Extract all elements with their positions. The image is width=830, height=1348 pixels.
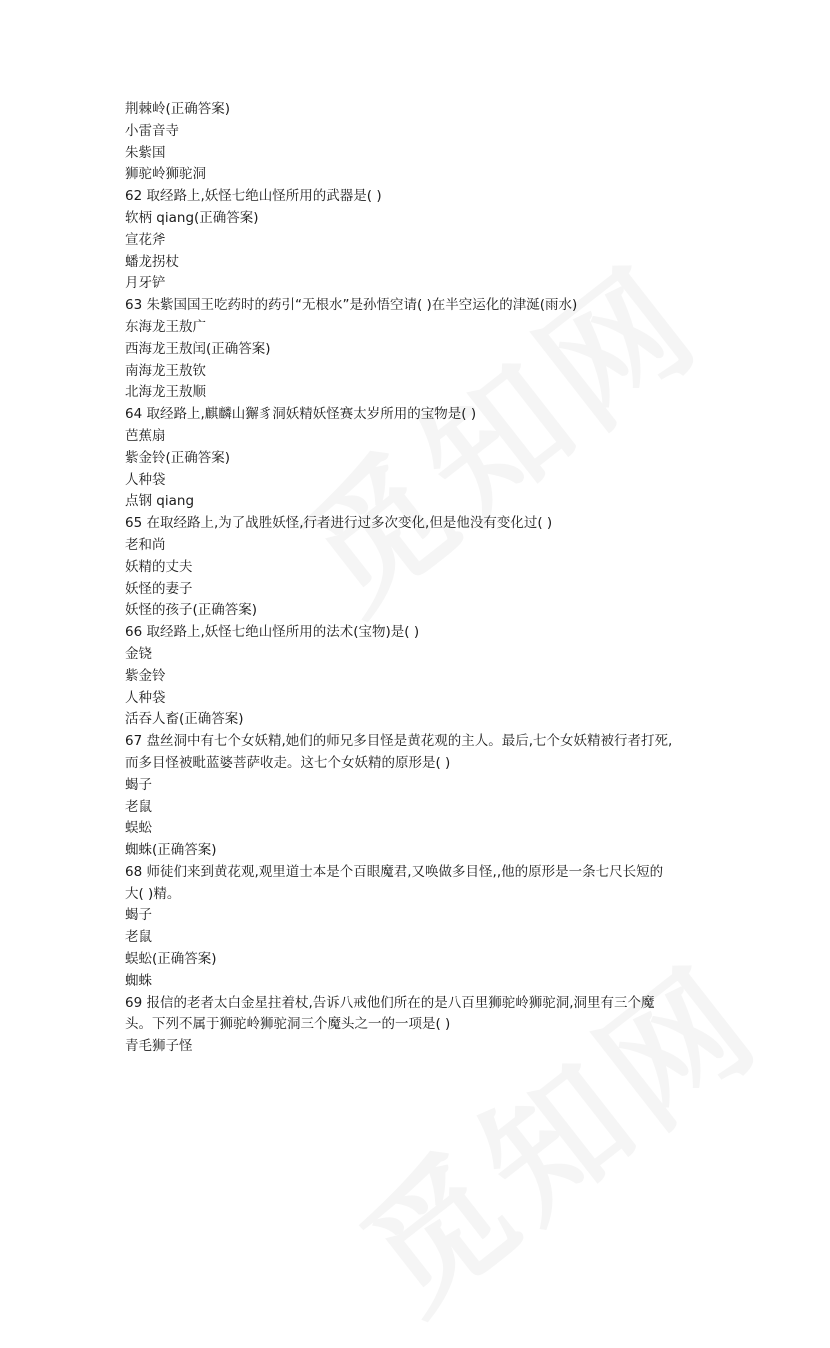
text-line: 老鼠 — [125, 929, 152, 946]
text-line: 活吞人畜(正确答案) — [125, 711, 244, 728]
text-line: 64 取经路上,麒麟山獬豸洞妖精妖怪赛太岁所用的宝物是( ) — [125, 406, 477, 423]
text-line: 狮驼岭狮驼洞 — [125, 166, 206, 183]
text-line: 妖怪的孩子(正确答案) — [125, 602, 258, 619]
text-line: 蜈蚣 — [125, 820, 152, 837]
text-line: 大( )精。 — [125, 885, 181, 902]
text-line: 紫金铃 — [125, 667, 166, 684]
text-line: 点钢 qiang — [125, 493, 195, 510]
text-line: 63 朱紫国国王吃药时的药引“无根水”是孙悟空请( )在半空运化的津涎(雨水) — [125, 297, 578, 314]
text-line: 人种袋 — [125, 471, 166, 488]
text-line: 老鼠 — [125, 798, 152, 815]
text-line: 而多目怪被毗蓝婆菩萨收走。这七个女妖精的原形是( ) — [125, 754, 451, 771]
text-line: 蜘蛛 — [125, 972, 152, 989]
text-line: 69 报信的老者太白金星拄着杖,告诉八戒他们所在的是八百里狮驼岭狮驼洞,洞里有三个魔 — [125, 994, 655, 1011]
text-line: 西海龙王敖闰(正确答案) — [125, 340, 271, 357]
text-line: 66 取经路上,妖怪七绝山怪所用的法术(宝物)是( ) — [125, 624, 420, 641]
text-line: 67 盘丝洞中有七个女妖精,她们的师兄多目怪是黄花观的主人。最后,七个女妖精被行者打死, — [125, 733, 673, 750]
text-line: 荆棘岭(正确答案) — [125, 101, 231, 117]
text-line: 妖怪的妻子 — [125, 580, 193, 597]
text-line: 宣花斧 — [125, 231, 166, 248]
text-line: 头。下列不属于狮驼岭狮驼洞三个魔头之一的一项是( ) — [125, 1016, 451, 1033]
text-line: 蜘蛛(正确答案) — [125, 842, 217, 859]
text-line: 妖精的丈夫 — [125, 558, 193, 575]
text-line: 蜈蚣(正确答案) — [125, 951, 217, 968]
text-line: 东海龙王敖广 — [125, 318, 206, 335]
text-line: 朱紫国 — [125, 144, 166, 161]
text-line: 65 在取经路上,为了战胜妖怪,行者进行过多次变化,但是他没有变化过( ) — [125, 515, 553, 532]
text-line: 蟠龙拐杖 — [125, 253, 179, 270]
text-line: 紫金铃(正确答案) — [125, 449, 231, 466]
text-line: 北海龙王敖顺 — [125, 384, 206, 401]
text-line: 金铙 — [125, 645, 152, 662]
text-line: 小雷音寺 — [125, 122, 179, 139]
text-line: 青毛狮子怪 — [125, 1038, 193, 1055]
text-line: 老和尚 — [125, 536, 166, 553]
text-line: 芭蕉扇 — [125, 427, 166, 444]
text-line: 人种袋 — [125, 689, 166, 706]
text-line: 南海龙王敖钦 — [125, 362, 206, 379]
document-body — [125, 99, 715, 1058]
text-line: 蝎子 — [125, 907, 152, 924]
text-line: 蝎子 — [125, 776, 152, 793]
text-line: 62 取经路上,妖怪七绝山怪所用的武器是( ) — [125, 188, 382, 205]
text-line: 软柄 qiang(正确答案) — [125, 209, 259, 226]
text-line: 68 师徒们来到黄花观,观里道士本是个百眼魔君,又唤做多目怪,,他的原形是一条七尺长短的 — [125, 863, 664, 880]
text-line: 月牙铲 — [125, 275, 166, 292]
